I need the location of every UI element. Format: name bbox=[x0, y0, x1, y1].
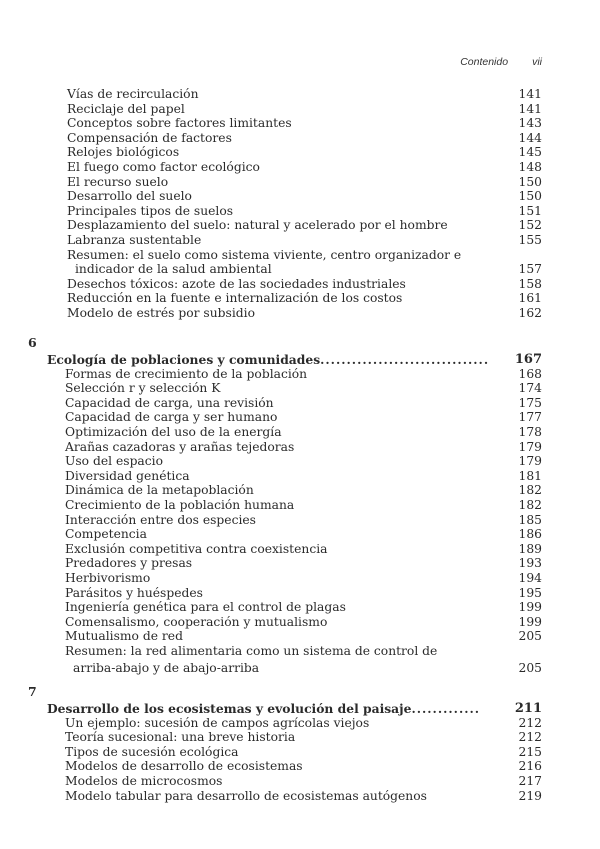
toc-entry-page: 145 bbox=[518, 145, 542, 160]
toc-entry-title: Uso del espacio bbox=[65, 454, 163, 469]
toc-entry-page: 212 bbox=[518, 730, 542, 745]
toc-entry-page: 182 bbox=[518, 498, 542, 512]
toc-entry bbox=[0, 586, 600, 601]
toc-entry-title: Interacción entre dos especies bbox=[65, 512, 256, 527]
toc-entry-page: 186 bbox=[518, 527, 542, 542]
toc-entry-title: Modelos de desarrollo de ecosistemas bbox=[65, 759, 303, 774]
chapter-page: 211 bbox=[514, 701, 542, 716]
toc-entry-title: arriba-abajo y de abajo-arriba bbox=[73, 660, 260, 675]
toc-entry bbox=[0, 571, 600, 586]
chapter-title-wrap bbox=[47, 352, 489, 367]
toc-entry-page: 205 bbox=[518, 629, 542, 644]
toc-entry-page: 150 bbox=[518, 189, 542, 204]
toc-entry-page: 155 bbox=[518, 233, 542, 247]
toc-entry bbox=[0, 160, 600, 175]
toc-entry-page: 174 bbox=[518, 381, 542, 396]
toc-entry-page: 217 bbox=[518, 774, 542, 788]
running-header bbox=[460, 56, 542, 68]
toc-entry-title: Un ejemplo: sucesión de campos agrícolas viejos bbox=[65, 715, 370, 730]
dot-leader: ............. bbox=[411, 701, 481, 716]
toc-entry-title: Desarrollo del suelo bbox=[67, 189, 192, 204]
toc-entry-title: El fuego como factor ecológico bbox=[67, 160, 260, 174]
toc-entry bbox=[0, 774, 600, 789]
toc-entry-title: Reducción en la fuente e internalización de los costos bbox=[67, 291, 403, 306]
chapter-number: 6 bbox=[28, 335, 37, 350]
toc-entry-title: Exclusión competitiva contra coexistencia bbox=[65, 541, 328, 556]
toc-entry-title: Desplazamiento del suelo: natural y acelerado por el hombre bbox=[67, 218, 448, 233]
toc-entry bbox=[0, 410, 600, 425]
toc-entry-title: Principales tipos de suelos bbox=[67, 203, 234, 218]
toc-entry-page: 168 bbox=[518, 366, 542, 381]
toc-entry-title: Competencia bbox=[65, 527, 147, 542]
toc-entry-page: 144 bbox=[518, 130, 542, 145]
toc-entry-page: 157 bbox=[518, 262, 542, 277]
toc-entry bbox=[0, 102, 600, 117]
toc-entry bbox=[0, 615, 600, 630]
toc-entry bbox=[0, 233, 600, 248]
toc-entry bbox=[0, 367, 600, 382]
toc-entry-title: Modelo de estrés por subsidio bbox=[67, 306, 255, 320]
toc-entry-title: Capacidad de carga, una revisión bbox=[65, 395, 274, 410]
toc-entry bbox=[0, 483, 600, 498]
toc-entry bbox=[0, 629, 600, 644]
toc-entry-page: 199 bbox=[518, 600, 542, 615]
toc-entry bbox=[0, 730, 600, 745]
toc-entry-title: Formas de crecimiento de la población bbox=[65, 366, 308, 381]
toc-entry-page: 151 bbox=[518, 203, 542, 218]
toc-entry-title: Comensalismo, cooperación y mutualismo bbox=[65, 614, 328, 629]
toc-entry bbox=[0, 189, 600, 204]
toc-entry-title: Crecimiento de la población humana bbox=[65, 498, 295, 512]
toc-entry-title: Ingeniería genética para el control de plagas bbox=[65, 600, 346, 615]
toc-entry-page: 148 bbox=[518, 160, 542, 174]
toc-entry-title: indicador de la salud ambiental bbox=[75, 262, 272, 277]
toc-entry-page: 205 bbox=[518, 660, 542, 675]
toc-entry-title: Reciclaje del papel bbox=[67, 101, 185, 116]
toc-entry-page: 141 bbox=[518, 101, 542, 116]
toc-entry-page: 199 bbox=[518, 614, 542, 629]
toc-entry bbox=[0, 556, 600, 571]
toc-entry-title: Parásitos y huéspedes bbox=[65, 585, 203, 600]
toc-entry bbox=[0, 175, 600, 190]
toc-entry bbox=[0, 291, 600, 306]
toc-entry-page: 158 bbox=[518, 276, 542, 291]
chapter-heading[interactable] bbox=[0, 701, 600, 716]
toc-entry-title: Modelo tabular para desarrollo de ecosistemas autógenos bbox=[65, 788, 427, 803]
toc-entry bbox=[0, 542, 600, 557]
toc-entry bbox=[0, 218, 600, 233]
toc-entry bbox=[0, 716, 600, 731]
toc-entry-page: 193 bbox=[518, 556, 542, 571]
toc-entry bbox=[0, 527, 600, 542]
toc-entry-title: Mutualismo de red bbox=[65, 629, 183, 644]
toc-entry bbox=[0, 469, 600, 484]
toc-entry bbox=[0, 262, 600, 277]
toc-entry bbox=[0, 381, 600, 396]
toc-entry bbox=[0, 145, 600, 160]
toc-entry-title: Resumen: la red alimentaria como un sistema de control de bbox=[65, 644, 438, 658]
toc-entry-page: 179 bbox=[518, 454, 542, 469]
toc-entry-page: 182 bbox=[518, 483, 542, 498]
toc-entry-title: Modelos de microcosmos bbox=[65, 774, 223, 788]
chapter-title: Ecología de poblaciones y comunidades bbox=[47, 352, 321, 367]
toc-entry-page: 185 bbox=[518, 512, 542, 527]
toc-entry-page: 141 bbox=[518, 87, 542, 101]
toc-entry bbox=[0, 661, 600, 676]
toc-entry bbox=[0, 204, 600, 219]
toc-entry-title: Herbivorismo bbox=[65, 571, 151, 585]
toc-entry bbox=[0, 248, 600, 263]
toc-entry-page: 178 bbox=[518, 425, 542, 439]
toc-entry-page: 181 bbox=[518, 468, 542, 483]
toc-entry-title: Optimización del uso de la energía bbox=[65, 425, 282, 439]
header-section: Contenido bbox=[460, 56, 509, 68]
toc-entry-page: 195 bbox=[518, 585, 542, 600]
toc-entry-page: 175 bbox=[518, 395, 542, 410]
toc-entry-title: Selección r y selección K bbox=[65, 381, 221, 396]
toc-entry-title: Desechos tóxicos: azote de las sociedades industriales bbox=[67, 276, 406, 291]
toc-entry bbox=[0, 277, 600, 292]
toc-entry-title: Capacidad de carga y ser humano bbox=[65, 410, 278, 425]
toc-entry-title: Diversidad genética bbox=[65, 468, 190, 483]
toc-entry bbox=[0, 116, 600, 131]
toc-entry bbox=[0, 396, 600, 411]
toc-entry-page: 216 bbox=[518, 759, 542, 774]
toc-entry-title: Teoría sucesional: una breve historia bbox=[65, 730, 296, 745]
dot-leader: ................................ bbox=[320, 352, 490, 367]
toc-entry bbox=[0, 789, 600, 804]
toc-entry-title: Resumen: el suelo como sistema viviente, centro organizador e bbox=[67, 247, 462, 262]
toc-entry-title: El recurso suelo bbox=[67, 174, 169, 189]
toc-entry bbox=[0, 745, 600, 760]
toc-entry bbox=[0, 306, 600, 321]
toc-entry bbox=[0, 87, 600, 102]
chapter-page: 167 bbox=[514, 352, 542, 367]
toc-entry-page: 212 bbox=[518, 715, 542, 730]
toc-entry-page: 150 bbox=[518, 174, 542, 189]
toc-entry-title: Arañas cazadoras y arañas tejedoras bbox=[65, 439, 295, 454]
header-page-number: vii bbox=[532, 56, 542, 68]
toc-entry-page: 177 bbox=[518, 410, 542, 425]
toc-entry-title: Dinámica de la metapoblación bbox=[65, 483, 254, 498]
toc-entry bbox=[0, 600, 600, 615]
toc-entry-title: Relojes biológicos bbox=[67, 145, 180, 160]
toc-entry bbox=[0, 440, 600, 455]
toc-entry-page: 152 bbox=[518, 218, 542, 233]
toc-entry-title: Tipos de sucesión ecológica bbox=[65, 744, 239, 759]
toc-entry bbox=[0, 644, 600, 659]
toc-entry bbox=[0, 759, 600, 774]
toc-entry bbox=[0, 131, 600, 146]
toc-entry-title: Labranza sustentable bbox=[67, 233, 202, 247]
toc-entry-title: Predadores y presas bbox=[65, 556, 193, 571]
chapter-number: 7 bbox=[28, 684, 37, 699]
toc-entry-page: 161 bbox=[518, 291, 542, 306]
chapter-title-wrap bbox=[47, 701, 480, 716]
toc-entry-page: 215 bbox=[518, 744, 542, 759]
toc-entry bbox=[0, 498, 600, 513]
toc-entry bbox=[0, 425, 600, 440]
toc-entry-page: 189 bbox=[518, 541, 542, 556]
toc-entry-page: 179 bbox=[518, 439, 542, 454]
toc-entry-page: 162 bbox=[518, 306, 542, 320]
toc-entry-page: 194 bbox=[518, 571, 542, 585]
toc-entry-page: 143 bbox=[518, 116, 542, 131]
toc-entry bbox=[0, 513, 600, 528]
toc-entry-title: Compensación de factores bbox=[67, 130, 232, 145]
toc-entry-page: 219 bbox=[518, 788, 542, 803]
toc-entry bbox=[0, 454, 600, 469]
chapter-heading[interactable] bbox=[0, 352, 600, 367]
chapter-title: Desarrollo de los ecosistemas y evolución del paisaje bbox=[47, 701, 412, 716]
toc-entry-title: Conceptos sobre factores limitantes bbox=[67, 116, 292, 131]
toc-entry-title: Vías de recirculación bbox=[67, 87, 199, 101]
